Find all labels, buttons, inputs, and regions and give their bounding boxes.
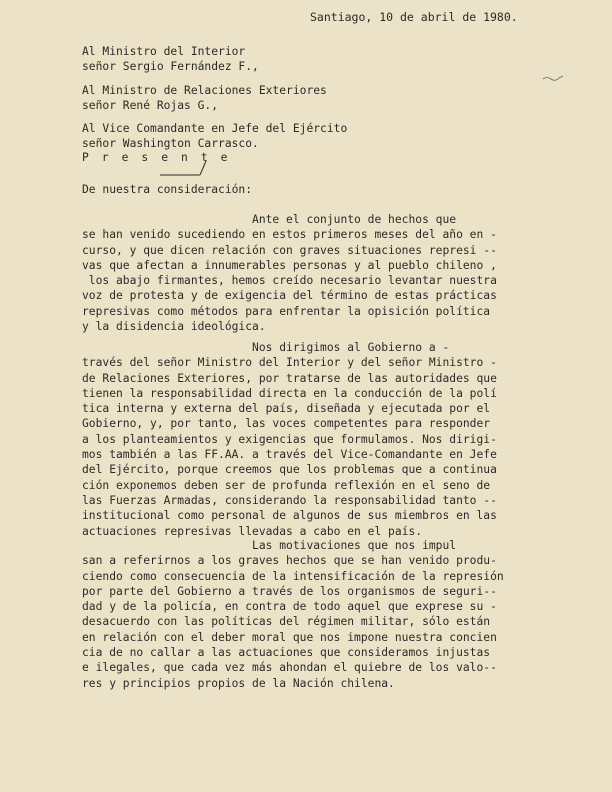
paragraph-1-line: Ante el conjunto de hechos que [82,213,457,226]
paragraph-1-line: vas que afectan a innumerables personas y al pueblo chileno , [82,258,497,272]
paragraph-2-line: ción exponemos deben ser de profunda reflexión en el seno de [82,478,491,492]
paragraph-1-line: se han venido sucediendo en estos primeros meses del año en - [82,228,497,242]
paragraph-3-line: e ilegales, que cada vez más ahondan el quiebre de los valo-- [82,661,497,675]
pencil-mark [542,74,564,82]
underline-slash-mark [160,157,208,177]
paragraph-1-line: los abajo firmantes, hemos creído necesario levantar nuestra [82,274,497,288]
letter-date: Santiago, 10 de abril de 1980. [310,10,518,24]
paragraph-2-line: tica interna y externa del país, diseñada y ejecutada por el [82,402,491,416]
paragraph-2-line: del Ejército, porque creemos que los problemas que a continua [82,463,497,477]
paragraph-1-line: y la disidencia ideológica. [82,320,266,334]
paragraph-3-line: desacuerdo con las políticas del régimen militar, sólo están [82,615,491,629]
paragraph-3-line: san a referirnos a los graves hechos que se han venido produ- [82,554,497,568]
paragraph-3-line: cia de no callar a las actuaciones que consideramos injustas [82,646,491,660]
paragraph-2-line: Nos dirigimos al Gobierno a - [82,341,450,354]
paragraph-3-line: en relación con el deber moral que nos impone nuestra concien [82,630,497,644]
paragraph-2-line: a los planteamientos y exigencias que formulamos. Nos dirigi- [82,432,497,446]
paragraph-2-line: de Relaciones Exteriores, por tratarse de las autoridades que [82,371,497,385]
paragraph-3-line: res y principios propios de la Nación chilena. [82,676,395,690]
paragraph-2-line: Gobierno, y, por tanto, las voces competentes para responder [82,417,491,431]
paragraph-2 [82,340,522,539]
recipient-line-2: señor Sergio Fernández F., [82,60,259,73]
recipient-line-4: señor René Rojas G., [82,99,219,112]
paragraph-2-line: institucional como personal de algunos de sus miembros en las [82,509,497,523]
salutation: De nuestra consideración: [82,183,253,196]
paragraph-2-line: través del señor Ministro del Interior y del señor Ministro - [82,356,497,370]
paragraph-2-line: actuaciones represivas llevadas a cabo en el país. [82,524,423,538]
paragraph-3 [82,538,522,691]
paragraph-1 [82,212,522,334]
recipient-line-3: Al Ministro de Relaciones Exteriores [82,84,327,97]
paragraph-1-line: curso, y que dicen relación con graves situaciones represi -- [82,243,497,257]
recipient-line-6: señor Washington Carrasco. [82,137,259,150]
paragraph-1-line: represivas como métodos para enfrentar la opisición política [82,304,491,318]
paragraph-3-line: dad y de la policía, en contra de todo aquel que exprese su - [82,600,497,614]
recipient-line-1: Al Ministro del Interior [82,45,246,58]
paragraph-1-line: voz de protesta y de exigencia del término de estas prácticas [82,289,497,303]
recipient-line-5: Al Vice Comandante en Jefe del Ejército [82,122,348,135]
paragraph-2-line: las Fuerzas Armadas, considerando la responsabilidad tanto -- [82,493,497,507]
paragraph-2-line: tienen la responsabilidad directa en la conducción de la polí [82,386,497,400]
paragraph-3-line: por parte del Gobierno a través de los organismos de seguri-- [82,584,497,598]
paragraph-2-line: mos también a las FF.AA. a través del Vice-Comandante en Jefe [82,448,497,462]
paragraph-3-line: ciendo como consecuencia de la intensificación de la represión [82,569,504,583]
paragraph-3-line: Las motivaciones que nos impul [82,539,457,552]
presente-line: P r e s e n t e [82,151,231,164]
